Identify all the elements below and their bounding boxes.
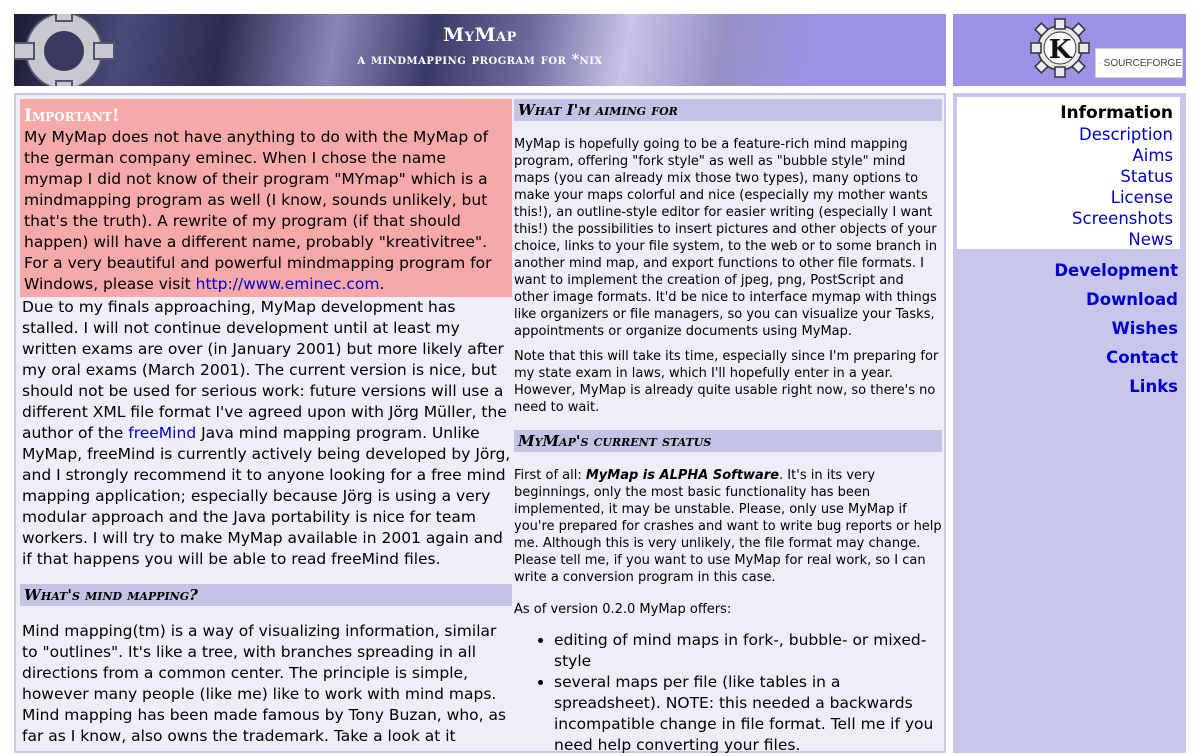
important-text-end: . — [380, 275, 385, 293]
svg-text:K: K — [1049, 35, 1073, 65]
kde-logo-icon[interactable] — [1029, 17, 1091, 79]
sidebar-item-development[interactable]: Development — [1054, 256, 1178, 285]
sidebar-item-news[interactable]: News — [957, 229, 1173, 250]
header-banner — [14, 14, 946, 86]
right-column — [514, 99, 942, 756]
status-heading: MyMap's current status — [514, 430, 942, 452]
sidebar-item-aims[interactable]: Aims — [957, 145, 1173, 166]
features-list — [514, 630, 942, 756]
information-title: Information — [957, 103, 1173, 124]
important-notice — [20, 99, 512, 297]
sidebar-main-links — [1054, 256, 1178, 401]
sourceforge-mark-icon — [1099, 57, 1101, 70]
sidebar-item-license[interactable]: License — [957, 187, 1173, 208]
information-box — [957, 97, 1180, 249]
sidebar-item-status[interactable]: Status — [957, 166, 1173, 187]
list-item: • editing of mind maps in fork-, bubble- or mixed-style — [554, 630, 942, 672]
freemind-link[interactable]: freeMind — [128, 424, 196, 442]
sidebar-item-contact[interactable]: Contact — [1054, 343, 1178, 372]
important-text: My MyMap does not have anything to do with the MyMap of the german company eminec. When I chose the name mymap I did not know of their program "MYmap" which is a mindmapping program as well (I know, sounds unlikely, but that's the truth). A rewrite of my program (if that should happen) will have a different name, probably "kreativitree". For a very beautiful and powerful mindmapping program for Windows, please visit — [24, 128, 492, 293]
site-subtitle: a mindmapping program for *nix — [14, 52, 946, 68]
left-column — [20, 99, 512, 747]
intro-paragraph — [20, 297, 512, 570]
aims-section — [514, 136, 942, 416]
sidebar-item-wishes[interactable]: Wishes — [1054, 314, 1178, 343]
eminec-link[interactable]: http://www.eminec.com — [196, 275, 380, 293]
sidebar-item-links[interactable]: Links — [1054, 372, 1178, 401]
intro-text-rest: Java mind mapping program. Unlike MyMap, freeMind is currently actively being developed by Jörg, and I strongly recommend it to anyone looking for a free mind mapping application; especially because Jörg is using a very modular approach and the Java portability is nice for team workers. I will try to make MyMap available in 2001 again and if that happens you will be able to read freeMind files. — [22, 424, 510, 568]
logo-box — [953, 14, 1186, 86]
sidebar-item-description[interactable]: Description — [957, 124, 1173, 145]
title-block — [14, 24, 946, 68]
aims-heading: What I'm aiming for — [514, 99, 942, 121]
sourceforge-logo[interactable] — [1095, 48, 1183, 78]
list-item: • several maps per file (like tables in a spreadsheet). NOTE: this needed a backwards incompatible change in file format. Tell me if you need help converting your files. — [554, 672, 942, 756]
alpha-warning: MyMap is ALPHA Software — [586, 468, 779, 483]
mindmapping-heading: What's mind mapping? — [20, 584, 512, 606]
status-paragraph-2: As of version 0.2.0 MyMap offers: — [514, 601, 942, 618]
sidebar-item-download[interactable]: Download — [1054, 285, 1178, 314]
sourceforge-text: SOURCEFORGE — [1104, 58, 1182, 69]
mindmapping-paragraph: Mind mapping(tm) is a way of visualizing information, similar to "outlines". It's like a tree, with branches spreading in all directions from a common center. The principle is simple, however many people (like me) like to work with mind maps. Mind mapping has been made famous by Tony Buzan, who, as far as I know, also owns the trademark. Take a look at it — [20, 621, 512, 747]
important-title: Important! — [24, 105, 508, 127]
aims-paragraph-1: MyMap is hopefully going to be a feature-rich mind mapping program, offering "fork style" as well as "bubble style" mind maps (you can already mix those two types), many options to make your maps colorful and nice (especially my mother wants this!), an outline-style editor for easier writing (especially I want this!) the possibilities to insert pictures and other objects of your choice, links to your file system, to the web or to some branch in another mind map, and export functions to other file formats. I want to implement the creation of jpeg, png, PostScript and other image formats. It'd be nice to interface mymap with things like organizers or file managers, so you can visualize your Tasks, appointments or organize documents using MyMap. — [514, 136, 942, 340]
status-prefix: First of all: — [514, 468, 586, 483]
aims-paragraph-2: Note that this will take its time, especially since I'm preparing for my state exam in laws, which I'll hopefully enter in a year. However, MyMap is already quite usable right now, so there's no need to wait. — [514, 348, 942, 416]
intro-text: Due to my finals approaching, MyMap development has stalled. I will not continue development until at least my written exams are over (in January 2001) but more likely after my oral exams (March 2001). The current version is nice, but should not be used for serious work: future versions will use a different XML file format I've agreed upon with Jörg Müller, the author of the — [22, 298, 507, 442]
main-content — [14, 93, 946, 753]
status-paragraph-1 — [514, 467, 942, 586]
sidebar-item-screenshots[interactable]: Screenshots — [957, 208, 1173, 229]
status-section — [514, 467, 942, 618]
sidebar — [953, 93, 1186, 753]
site-title: MyMap — [14, 24, 946, 46]
status-rest: . It's in its very beginnings, only the most basic functionality has been implemented, it may be unstable. Please, only use MyMap if you're prepared for crashes and want to write bug reports or help me. Although this is very unlikely, the file format may change. Please tell me, if you want to use MyMap for real work, so I can write a conversion program in this case. — [514, 468, 942, 585]
